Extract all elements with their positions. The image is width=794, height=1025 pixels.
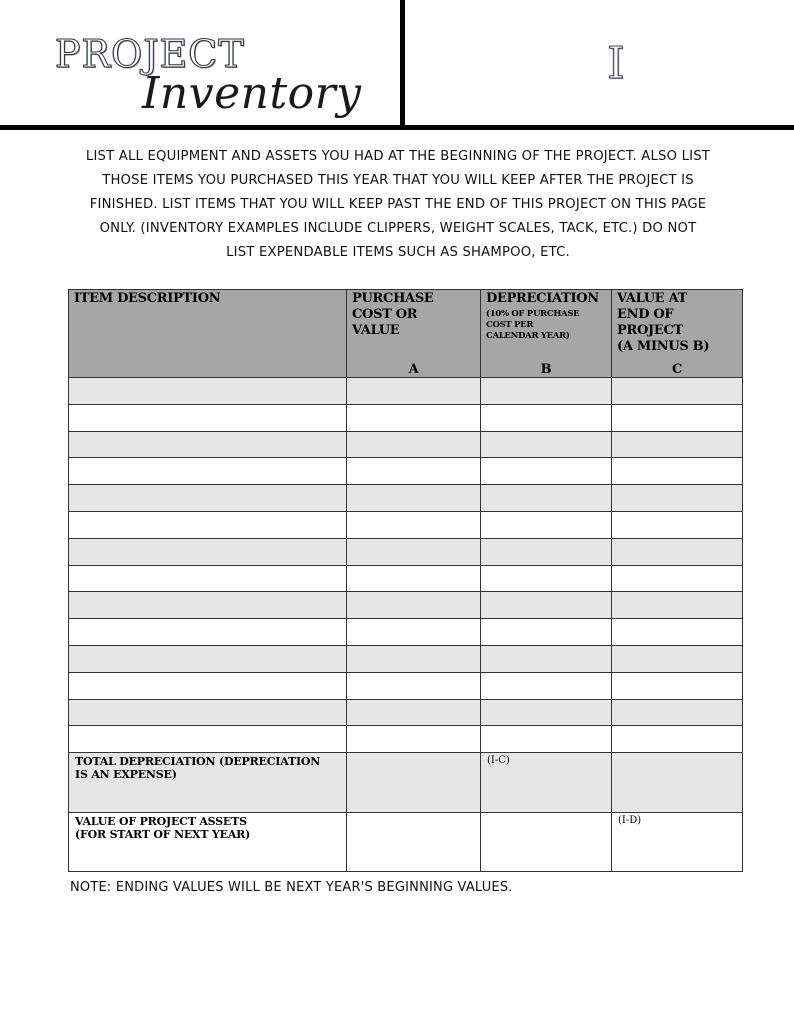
depreciation-cell[interactable] (481, 672, 612, 699)
total-depreciation-label: TOTAL DEPRECIATION (DEPRECIATION IS AN EXPENSE) (69, 753, 347, 813)
inventory-table (68, 289, 743, 872)
total-cost-cell (347, 753, 481, 813)
header-value-end: VALUE AT END OF PROJECT (A MINUS B) C (612, 290, 743, 378)
cost-cell[interactable] (347, 699, 481, 726)
assets-end-value-cell[interactable] (612, 813, 743, 872)
end-value-cell[interactable] (612, 538, 743, 565)
cost-cell[interactable] (347, 645, 481, 672)
header-depreciation: DEPRECIATION (10% OF PURCHASE COST PER CALENDAR YEAR) B (481, 290, 612, 378)
cost-cell[interactable] (347, 458, 481, 485)
end-value-cell[interactable] (612, 699, 743, 726)
depreciation-cell[interactable] (481, 431, 612, 458)
item-cell[interactable] (69, 458, 347, 485)
table-row (69, 378, 743, 405)
end-value-cell[interactable] (612, 726, 743, 753)
project-assets-label: VALUE OF PROJECT ASSETS (FOR START OF NEXT YEAR) (69, 813, 347, 872)
depreciation-cell[interactable] (481, 565, 612, 592)
item-cell[interactable] (69, 619, 347, 646)
column-letter-b: B (540, 362, 552, 377)
cost-cell[interactable] (347, 431, 481, 458)
table-row (69, 592, 743, 619)
header-item-description: ITEM DESCRIPTION (69, 290, 347, 378)
item-cell[interactable] (69, 404, 347, 431)
item-cell[interactable] (69, 592, 347, 619)
assets-cost-cell (347, 813, 481, 872)
table-row (69, 565, 743, 592)
end-value-cell[interactable] (612, 592, 743, 619)
depreciation-cell[interactable] (481, 619, 612, 646)
header-vertical-divider (400, 0, 405, 128)
table-header-row (69, 290, 743, 378)
end-value-cell[interactable] (612, 458, 743, 485)
total-depreciation-formula: (I-C) (487, 755, 510, 767)
table-row (69, 672, 743, 699)
project-assets-formula: (I-D) (618, 815, 642, 827)
cost-cell[interactable] (347, 378, 481, 405)
header-purchase-cost: PURCHASE COST OR VALUE A (347, 290, 481, 378)
end-value-cell[interactable] (612, 565, 743, 592)
item-cell[interactable] (69, 645, 347, 672)
end-value-cell[interactable] (612, 511, 743, 538)
item-cell[interactable] (69, 485, 347, 512)
depreciation-cell[interactable] (481, 699, 612, 726)
table-row (69, 431, 743, 458)
column-letter-c: C (671, 362, 683, 377)
depreciation-cell[interactable] (481, 404, 612, 431)
table-row (69, 645, 743, 672)
depreciation-cell[interactable] (481, 645, 612, 672)
table-row (69, 619, 743, 646)
total-depreciation-row (69, 753, 743, 813)
total-depreciation-cell[interactable] (481, 753, 612, 813)
item-cell[interactable] (69, 726, 347, 753)
cost-cell[interactable] (347, 404, 481, 431)
cost-cell[interactable] (347, 672, 481, 699)
end-value-cell[interactable] (612, 404, 743, 431)
instructions-line: ONLY. (INVENTORY EXAMPLES INCLUDE CLIPPERS, WEIGHT SCALES, TACK, ETC.) DO NOT (99, 221, 697, 236)
header-horizontal-divider (0, 125, 794, 130)
cost-cell[interactable] (347, 592, 481, 619)
instructions-line: FINISHED. LIST ITEMS THAT YOU WILL KEEP PAST THE END OF THIS PROJECT ON THIS PAGE (89, 197, 707, 212)
end-value-cell[interactable] (612, 672, 743, 699)
depreciation-cell[interactable] (481, 592, 612, 619)
item-cell[interactable] (69, 672, 347, 699)
end-value-cell[interactable] (612, 378, 743, 405)
project-assets-row (69, 813, 743, 872)
column-letter-a: A (408, 362, 419, 377)
depreciation-cell[interactable] (481, 538, 612, 565)
end-value-cell[interactable] (612, 485, 743, 512)
cost-cell[interactable] (347, 511, 481, 538)
instructions-line: LIST EXPENDABLE ITEMS SUCH AS SHAMPOO, ETC. (226, 245, 570, 260)
section-numeral: I (607, 38, 625, 89)
end-value-cell[interactable] (612, 645, 743, 672)
table-row (69, 458, 743, 485)
depreciation-cell[interactable] (481, 378, 612, 405)
item-cell[interactable] (69, 511, 347, 538)
depreciation-note: (10% OF PURCHASE COST PER CALENDAR YEAR) (486, 309, 580, 341)
footer-note: NOTE: ENDING VALUES WILL BE NEXT YEAR'S BEGINNING VALUES. (70, 880, 513, 895)
cost-cell[interactable] (347, 565, 481, 592)
item-cell[interactable] (69, 699, 347, 726)
item-cell[interactable] (69, 538, 347, 565)
cost-cell[interactable] (347, 619, 481, 646)
table-row (69, 726, 743, 753)
instructions-line: THOSE ITEMS YOU PURCHASED THIS YEAR THAT YOU WILL KEEP AFTER THE PROJECT IS (102, 173, 694, 188)
table-row (69, 485, 743, 512)
assets-depreciation-cell (481, 813, 612, 872)
cost-cell[interactable] (347, 538, 481, 565)
depreciation-cell[interactable] (481, 726, 612, 753)
page-header (0, 0, 794, 130)
cost-cell[interactable] (347, 485, 481, 512)
end-value-cell[interactable] (612, 431, 743, 458)
item-cell[interactable] (69, 565, 347, 592)
table-row (69, 538, 743, 565)
depreciation-cell[interactable] (481, 485, 612, 512)
instructions-line: LIST ALL EQUIPMENT AND ASSETS YOU HAD AT THE BEGINNING OF THE PROJECT. ALSO LIST (85, 149, 711, 164)
item-cell[interactable] (69, 431, 347, 458)
item-cell[interactable] (69, 378, 347, 405)
total-end-value-cell (612, 753, 743, 813)
instructions-paragraph (52, 145, 744, 265)
end-value-cell[interactable] (612, 619, 743, 646)
depreciation-cell[interactable] (481, 511, 612, 538)
logo-title-project: PROJECT (55, 32, 245, 76)
cost-cell[interactable] (347, 726, 481, 753)
table-row (69, 699, 743, 726)
table-row (69, 404, 743, 431)
logo-title-inventory: Inventory (142, 68, 362, 119)
table-row (69, 511, 743, 538)
depreciation-cell[interactable] (481, 458, 612, 485)
